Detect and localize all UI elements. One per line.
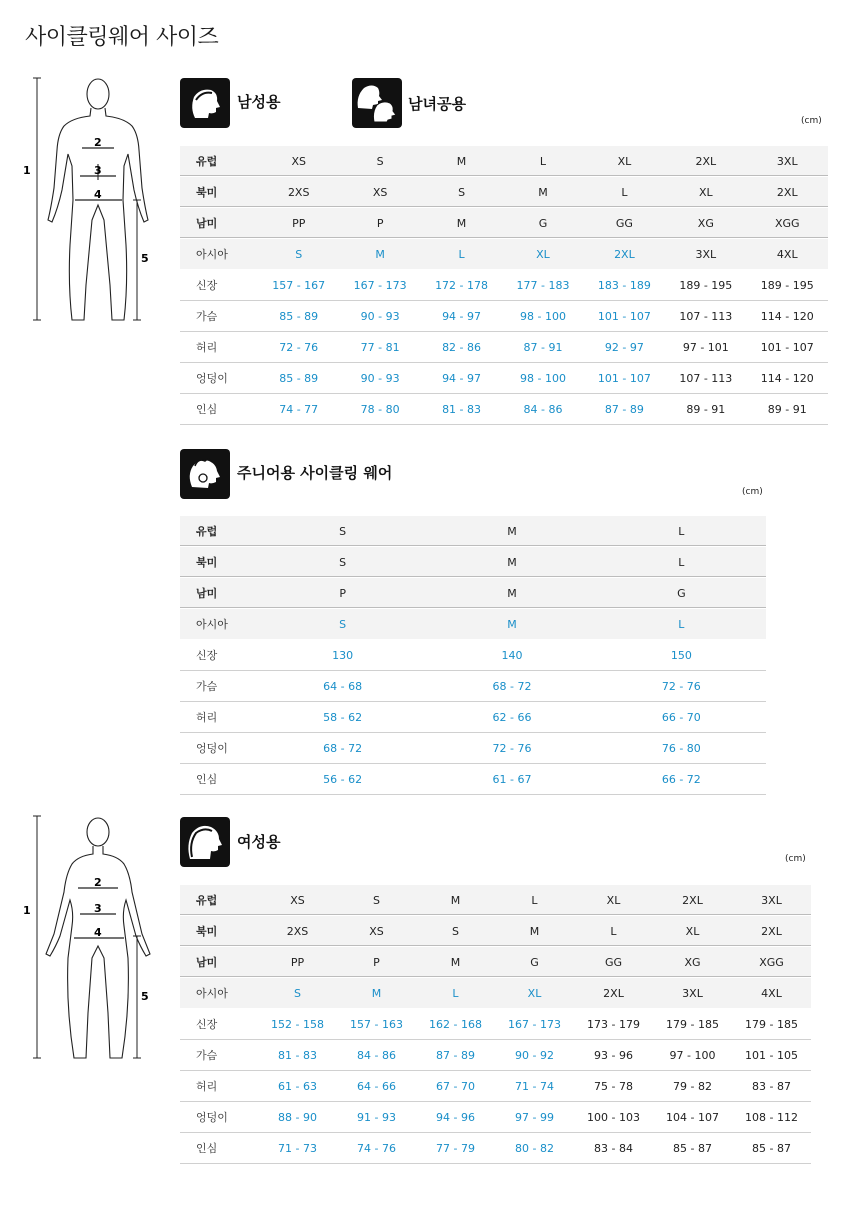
table-cell: 74 - 77	[258, 394, 339, 425]
men-row-head	[180, 239, 828, 270]
table-cell: L	[597, 609, 766, 640]
junior-row-meas	[180, 671, 766, 702]
table-cell: M	[502, 177, 583, 208]
table-cell: 87 - 89	[584, 394, 665, 425]
table-cell: PP	[258, 947, 337, 978]
page-title: 사이클링웨어 사이즈	[25, 25, 219, 50]
row-label: 남미	[180, 208, 258, 239]
table-cell: 97 - 101	[665, 332, 746, 363]
table-cell: 68 - 72	[258, 733, 427, 764]
row-label: 가슴	[180, 1040, 258, 1071]
table-cell: M	[427, 609, 596, 640]
men-unit: (cm)	[801, 116, 822, 126]
table-cell: 80 - 82	[495, 1133, 574, 1164]
table-cell: L	[574, 916, 653, 947]
table-cell: XL	[574, 885, 653, 916]
row-label: 북미	[180, 547, 258, 578]
table-cell: 179 - 185	[732, 1009, 811, 1040]
table-cell: 64 - 66	[337, 1071, 416, 1102]
row-label: 인심	[180, 764, 258, 795]
junior-size-table	[180, 516, 766, 795]
men-table-body	[180, 146, 828, 425]
table-cell: 93 - 96	[574, 1040, 653, 1071]
table-cell: S	[416, 916, 495, 947]
table-cell: 56 - 62	[258, 764, 427, 795]
junior-head-icon	[180, 449, 230, 499]
women-row-head	[180, 916, 811, 947]
table-cell: 85 - 89	[258, 363, 339, 394]
table-cell: 72 - 76	[258, 332, 339, 363]
table-cell: XG	[665, 208, 746, 239]
table-cell: G	[495, 947, 574, 978]
table-cell: 183 - 189	[584, 270, 665, 301]
junior-row-head	[180, 578, 766, 609]
table-cell: 4XL	[732, 978, 811, 1009]
table-cell: XL	[584, 146, 665, 177]
men-row-meas	[180, 363, 828, 394]
table-cell: S	[337, 885, 416, 916]
table-cell: M	[416, 885, 495, 916]
table-cell: 2XL	[665, 146, 746, 177]
table-cell: 66 - 70	[597, 702, 766, 733]
table-cell: 107 - 113	[665, 363, 746, 394]
table-cell: 167 - 173	[495, 1009, 574, 1040]
table-cell: S	[339, 146, 420, 177]
table-cell: L	[421, 239, 502, 270]
table-cell: 101 - 107	[584, 363, 665, 394]
table-cell: M	[416, 947, 495, 978]
table-cell: L	[502, 146, 583, 177]
junior-unit: (cm)	[742, 487, 763, 497]
table-cell: 179 - 185	[653, 1009, 732, 1040]
table-cell: 81 - 83	[258, 1040, 337, 1071]
table-cell: 83 - 87	[732, 1071, 811, 1102]
table-cell: 172 - 178	[421, 270, 502, 301]
table-cell: 71 - 73	[258, 1133, 337, 1164]
table-cell: XGG	[732, 947, 811, 978]
table-cell: 90 - 93	[339, 363, 420, 394]
table-cell: 89 - 91	[747, 394, 828, 425]
table-cell: 150	[597, 640, 766, 671]
table-cell: 68 - 72	[427, 671, 596, 702]
table-cell: 152 - 158	[258, 1009, 337, 1040]
table-cell: 4XL	[747, 239, 828, 270]
row-label: 아시아	[180, 978, 258, 1009]
junior-row-head	[180, 516, 766, 547]
table-cell: 2XS	[258, 916, 337, 947]
table-cell: 90 - 92	[495, 1040, 574, 1071]
table-cell: GG	[574, 947, 653, 978]
table-cell: L	[597, 516, 766, 547]
table-cell: 94 - 96	[416, 1102, 495, 1133]
table-cell: 83 - 84	[574, 1133, 653, 1164]
table-cell: 162 - 168	[416, 1009, 495, 1040]
row-label: 북미	[180, 177, 258, 208]
row-label: 허리	[180, 332, 258, 363]
women-row-meas	[180, 1040, 811, 1071]
table-cell: 101 - 107	[747, 332, 828, 363]
table-cell: XS	[258, 146, 339, 177]
table-cell: 140	[427, 640, 596, 671]
table-cell: 94 - 97	[421, 363, 502, 394]
table-cell: 97 - 100	[653, 1040, 732, 1071]
women-table-body	[180, 885, 811, 1164]
table-cell: 2XL	[584, 239, 665, 270]
table-cell: XG	[653, 947, 732, 978]
table-cell: PP	[258, 208, 339, 239]
table-cell: 114 - 120	[747, 301, 828, 332]
table-cell: P	[258, 578, 427, 609]
table-cell: 84 - 86	[337, 1040, 416, 1071]
women-row-meas	[180, 1071, 811, 1102]
row-label: 인심	[180, 1133, 258, 1164]
table-cell: 91 - 93	[337, 1102, 416, 1133]
row-label: 유럽	[180, 885, 258, 916]
row-label: 북미	[180, 916, 258, 947]
table-cell: M	[427, 547, 596, 578]
table-cell: 97 - 99	[495, 1102, 574, 1133]
men-row-meas	[180, 394, 828, 425]
table-cell: XL	[502, 239, 583, 270]
table-cell: P	[339, 208, 420, 239]
women-row-meas	[180, 1102, 811, 1133]
men-row-head	[180, 177, 828, 208]
table-cell: G	[597, 578, 766, 609]
table-cell: 3XL	[665, 239, 746, 270]
table-cell: XS	[339, 177, 420, 208]
table-cell: 89 - 91	[665, 394, 746, 425]
table-cell: 107 - 113	[665, 301, 746, 332]
figure-label-chest: 2	[94, 136, 102, 149]
unisex-heads-icon	[352, 78, 402, 128]
table-cell: M	[427, 516, 596, 547]
row-label: 유럽	[180, 146, 258, 177]
row-label: 허리	[180, 1071, 258, 1102]
table-cell: L	[597, 547, 766, 578]
table-cell: 79 - 82	[653, 1071, 732, 1102]
women-size-table	[180, 885, 811, 1164]
figure-label-height: 1	[23, 164, 31, 177]
row-label: 엉덩이	[180, 1102, 258, 1133]
table-cell: 94 - 97	[421, 301, 502, 332]
table-cell: 85 - 87	[732, 1133, 811, 1164]
table-cell: L	[584, 177, 665, 208]
row-label: 유럽	[180, 516, 258, 547]
table-cell: 84 - 86	[502, 394, 583, 425]
table-cell: XL	[653, 916, 732, 947]
table-cell: 85 - 87	[653, 1133, 732, 1164]
table-cell: XL	[665, 177, 746, 208]
row-label: 엉덩이	[180, 733, 258, 764]
table-cell: 157 - 163	[337, 1009, 416, 1040]
table-cell: GG	[584, 208, 665, 239]
table-cell: 104 - 107	[653, 1102, 732, 1133]
table-cell: 77 - 79	[416, 1133, 495, 1164]
table-cell: 71 - 74	[495, 1071, 574, 1102]
row-label: 남미	[180, 947, 258, 978]
figure-label-waist-f: 3	[94, 902, 102, 915]
men-row-head	[180, 208, 828, 239]
table-cell: S	[258, 609, 427, 640]
table-cell: 78 - 80	[339, 394, 420, 425]
table-cell: 58 - 62	[258, 702, 427, 733]
male-body-figure	[20, 70, 170, 330]
table-cell: 61 - 63	[258, 1071, 337, 1102]
row-label: 가슴	[180, 301, 258, 332]
row-label: 아시아	[180, 609, 258, 640]
row-label: 신장	[180, 640, 258, 671]
table-cell: M	[337, 978, 416, 1009]
table-cell: 167 - 173	[339, 270, 420, 301]
junior-table-body	[180, 516, 766, 795]
table-cell: 76 - 80	[597, 733, 766, 764]
table-cell: 72 - 76	[427, 733, 596, 764]
table-cell: 177 - 183	[502, 270, 583, 301]
figure-label-inseam-f: 5	[141, 990, 149, 1003]
row-label: 가슴	[180, 671, 258, 702]
figure-label-inseam: 5	[141, 252, 149, 265]
row-label: 신장	[180, 1009, 258, 1040]
table-cell: 77 - 81	[339, 332, 420, 363]
women-row-meas	[180, 1009, 811, 1040]
row-label: 신장	[180, 270, 258, 301]
row-label: 허리	[180, 702, 258, 733]
women-unit: (cm)	[785, 854, 806, 864]
men-size-table	[180, 146, 828, 425]
women-row-head	[180, 947, 811, 978]
table-cell: 2XL	[653, 885, 732, 916]
table-cell: M	[339, 239, 420, 270]
women-row-head	[180, 885, 811, 916]
table-cell: XS	[337, 916, 416, 947]
unisex-title: 남녀공용	[408, 95, 466, 113]
table-cell: 92 - 97	[584, 332, 665, 363]
junior-row-head	[180, 609, 766, 640]
table-cell: S	[258, 239, 339, 270]
table-cell: 2XL	[574, 978, 653, 1009]
table-cell: 62 - 66	[427, 702, 596, 733]
figure-label-chest-f: 2	[94, 876, 102, 889]
table-cell: S	[258, 516, 427, 547]
table-cell: 101 - 107	[584, 301, 665, 332]
table-cell: 130	[258, 640, 427, 671]
table-cell: S	[258, 547, 427, 578]
table-cell: 90 - 93	[339, 301, 420, 332]
junior-row-head	[180, 547, 766, 578]
women-row-head	[180, 978, 811, 1009]
table-cell: M	[495, 916, 574, 947]
male-head-icon	[180, 78, 230, 128]
table-cell: S	[258, 978, 337, 1009]
figure-label-hip-f: 4	[94, 926, 102, 939]
table-cell: S	[421, 177, 502, 208]
table-cell: L	[416, 978, 495, 1009]
table-cell: 88 - 90	[258, 1102, 337, 1133]
table-cell: G	[502, 208, 583, 239]
figure-label-hip: 4	[94, 188, 102, 201]
table-cell: 87 - 91	[502, 332, 583, 363]
table-cell: 100 - 103	[574, 1102, 653, 1133]
table-cell: 66 - 72	[597, 764, 766, 795]
table-cell: M	[421, 146, 502, 177]
row-label: 아시아	[180, 239, 258, 270]
junior-row-meas	[180, 640, 766, 671]
junior-row-meas	[180, 764, 766, 795]
table-cell: L	[495, 885, 574, 916]
table-cell: 173 - 179	[574, 1009, 653, 1040]
table-cell: 2XL	[732, 916, 811, 947]
table-cell: P	[337, 947, 416, 978]
women-row-meas	[180, 1133, 811, 1164]
men-row-meas	[180, 301, 828, 332]
men-row-head	[180, 146, 828, 177]
row-label: 인심	[180, 394, 258, 425]
table-cell: 87 - 89	[416, 1040, 495, 1071]
junior-title: 주니어용 사이클링 웨어	[237, 464, 393, 482]
table-cell: 75 - 78	[574, 1071, 653, 1102]
table-cell: 114 - 120	[747, 363, 828, 394]
row-label: 엉덩이	[180, 363, 258, 394]
figure-label-height-f: 1	[23, 904, 31, 917]
female-head-icon	[180, 817, 230, 867]
table-cell: 101 - 105	[732, 1040, 811, 1071]
junior-row-meas	[180, 733, 766, 764]
table-cell: 3XL	[732, 885, 811, 916]
table-cell: 98 - 100	[502, 301, 583, 332]
table-cell: 64 - 68	[258, 671, 427, 702]
junior-row-meas	[180, 702, 766, 733]
table-cell: 82 - 86	[421, 332, 502, 363]
table-cell: 81 - 83	[421, 394, 502, 425]
figure-label-waist: 3	[94, 164, 102, 177]
table-cell: 74 - 76	[337, 1133, 416, 1164]
men-title: 남성용	[237, 93, 281, 111]
table-cell: M	[421, 208, 502, 239]
table-cell: 189 - 195	[747, 270, 828, 301]
women-title: 여성용	[237, 833, 281, 851]
female-body-figure	[20, 808, 170, 1068]
table-cell: M	[427, 578, 596, 609]
row-label: 남미	[180, 578, 258, 609]
table-cell: XL	[495, 978, 574, 1009]
table-cell: 85 - 89	[258, 301, 339, 332]
table-cell: 3XL	[653, 978, 732, 1009]
table-cell: 2XL	[747, 177, 828, 208]
table-cell: 72 - 76	[597, 671, 766, 702]
table-cell: 61 - 67	[427, 764, 596, 795]
table-cell: 189 - 195	[665, 270, 746, 301]
table-cell: 98 - 100	[502, 363, 583, 394]
table-cell: 67 - 70	[416, 1071, 495, 1102]
men-row-meas	[180, 270, 828, 301]
men-row-meas	[180, 332, 828, 363]
table-cell: XGG	[747, 208, 828, 239]
table-cell: 157 - 167	[258, 270, 339, 301]
table-cell: 3XL	[747, 146, 828, 177]
table-cell: XS	[258, 885, 337, 916]
table-cell: 2XS	[258, 177, 339, 208]
table-cell: 108 - 112	[732, 1102, 811, 1133]
